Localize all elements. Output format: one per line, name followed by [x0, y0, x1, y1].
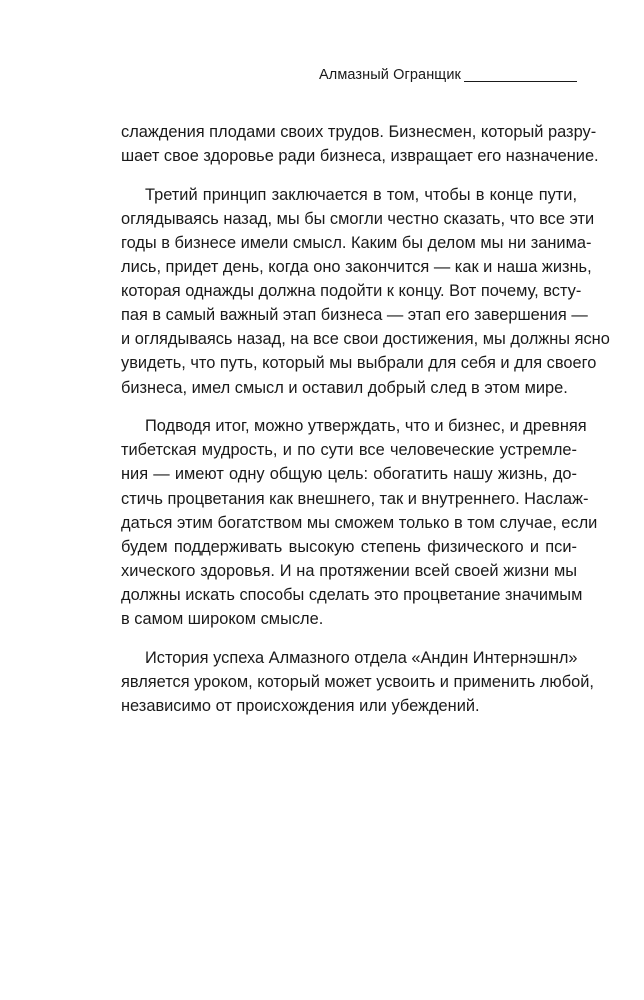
text-line: даться этим богатством мы сможем только в том случае, если — [121, 513, 598, 532]
paragraph — [121, 120, 599, 168]
text-line: в самом широком смысле. — [121, 609, 324, 628]
text-line: должны искать способы сделать это процветание значимым — [121, 585, 583, 604]
text-line: будем поддерживать высокую степень физического и пси- — [121, 537, 577, 556]
paragraph — [121, 646, 594, 718]
text-line: хического здоровья. И на протяжении всей своей жизни мы — [121, 561, 577, 580]
text-line: слаждения плодами своих трудов. Бизнесмен, который разру- — [121, 123, 597, 141]
text-line: которая однажды должна подойти к концу. Вот почему, всту- — [121, 282, 582, 301]
text-line: Подводя итог, можно утверждать, что и бизнес, и древняя — [145, 417, 587, 436]
text-line: шает свое здоровье ради бизнеса, извращает его назначение. — [121, 147, 599, 166]
body-text — [121, 120, 610, 718]
running-title: Алмазный Огранщик — [319, 67, 461, 83]
paragraph — [121, 183, 610, 400]
text-line: годы в бизнесе имели смысл. Каким бы делом мы ни занима- — [121, 233, 592, 252]
text-line: Третий принцип заключается в том, чтобы в конце пути, — [145, 185, 577, 204]
header-rule — [464, 81, 577, 82]
paragraph — [121, 414, 598, 631]
text-line: оглядываясь назад, мы бы смогли честно сказать, что все эти — [121, 209, 595, 228]
text-line: бизнеса, имел смысл и оставил добрый след в этом мире. — [121, 378, 568, 397]
text-line: тибетская мудрость, и по сути все человеческие устремле- — [121, 441, 577, 460]
text-line: и оглядываясь назад, на все свои достижения, мы должны ясно — [121, 330, 610, 349]
text-line: является уроком, который может усвоить и применить любой, — [121, 672, 594, 691]
running-header — [319, 64, 577, 84]
text-line: ния — имеют одну общую цель: обогатить нашу жизнь, до- — [121, 465, 577, 484]
text-line: пая в самый важный этап бизнеса — этап его завершения — — [121, 306, 588, 325]
text-line: увидеть, что путь, который мы выбрали для себя и для своего — [121, 354, 597, 373]
text-line: стичь процветания как внешнего, так и внутреннего. Наслаж- — [121, 489, 589, 508]
text-line: лись, придет день, когда оно закончится — как и наша жизнь, — [121, 258, 592, 277]
text-line: История успеха Алмазного отдела «Андин Интернэшнл» — [145, 648, 578, 667]
text-line: независимо от происхождения или убеждений. — [121, 696, 480, 715]
